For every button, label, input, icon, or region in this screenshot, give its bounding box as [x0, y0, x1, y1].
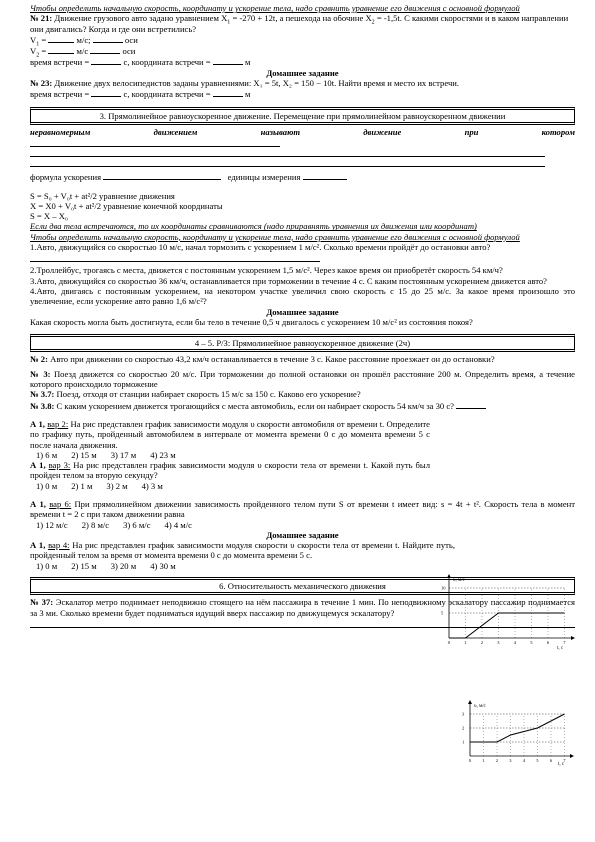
- task-n3: № 3: Поезд движется со скоростью 20 м/с. При торможении до полной остановки он прошёл расстояние 200 м. Определить время, а течение которого происходило торможение: [30, 368, 575, 390]
- answer-blank[interactable]: [303, 171, 347, 180]
- formula-displacement: S = X – X₀: [30, 211, 68, 222]
- x-tick-label: 3: [509, 758, 512, 763]
- answer-blank[interactable]: [213, 88, 243, 97]
- task-a1-v2: А 1, вар 2: На рис представлен график зависимости модуля υ скорости автомобиля от времени t. Определите по графику путь, пройденный автомобилем в интервале от момента времени 0 с до момента времени 5 с после начала движения. 1) 6 м 2) 15 м 3) 17 м 4) 23 м: [30, 418, 430, 460]
- rule-text: Чтобы определить начальную скорость, координату и ускорение тела, надо сравнить уравнение его движения с основной формулой: [30, 3, 520, 13]
- answer-options: 1) 0 м 2) 15 м 3) 20 м 4) 30 м: [36, 560, 176, 571]
- x-tick-label: 4: [522, 758, 526, 763]
- task-text: Движение грузового авто задано уравнением X: [54, 13, 228, 24]
- tick-labels: [462, 712, 566, 764]
- data-line: [449, 613, 565, 638]
- y-axis-arrow: [468, 700, 472, 704]
- x-tick-label: 0: [447, 640, 451, 645]
- y-tick-label: 2: [462, 725, 465, 731]
- task-n38: № 3.8: С каким ускорением движется трогающийся с места автомобиль, если он набирает скорость 54 км/ч за 30 с?: [30, 400, 575, 411]
- homework-heading: Домашнее задание: [266, 529, 339, 540]
- x-axis-arrow: [570, 754, 574, 758]
- task-a1-v6: А 1, вар 6: При прямолинейном движении зависимость пройденного телом пути S от времени t имеет вид: s = 4t + t². Скорость тела в момент времени t = 2 с при таком движении равна 1) 12 м/с 2) 8 м/с 3) 6 м/с 4) 4 м/с: [30, 498, 575, 530]
- y-axis-label: υ, м/с: [474, 704, 486, 709]
- grid: [470, 714, 565, 756]
- rule-text: Если два тела встречаются, то их координаты сравниваются (надо приравнять уравнения их движения или координат): [30, 221, 477, 232]
- answer-line-v1: $V_1 = м/с$; оси: [30, 34, 138, 48]
- task-number: № 23:: [30, 78, 53, 89]
- question-3: 3.Авто, движущийся со скоростью 36 км/ч, останавливается при торможении в течение 4 с. С каким постоянным ускорением движется авто?: [30, 275, 547, 286]
- task-text: = -270 + 12t, а пешехода на обочине X: [230, 13, 372, 24]
- homework-heading: Домашнее задание: [266, 306, 339, 317]
- answer-blank[interactable]: [93, 34, 123, 43]
- section-title: 3. Прямолинейное равноускоренное движение. Перемещение при прямолинейном равноускоренном движении: [99, 110, 506, 121]
- answer-blank[interactable]: [213, 56, 243, 65]
- section-banner: [30, 334, 575, 352]
- y-tick-label: 3: [462, 711, 465, 717]
- question-1: 1.Авто, движущийся со скоростью 10 м/с, начал тормозить с ускорением 1 м/с². Сколько времени пройдёт до остановки авто?: [30, 242, 491, 253]
- x-tick-label: 4: [513, 640, 517, 645]
- x-tick-label: 6: [549, 758, 553, 763]
- task-n2: № 2: Авто при движении со скоростью 43,2 км/ч останавливается в течение 3 с. Какое расстояние проезжает он до остановки?: [30, 354, 495, 365]
- section-banner: [30, 107, 575, 125]
- formula-coordinate: X = X0 + V₀t + at²/2 уравнение конечной координаты: [30, 200, 223, 211]
- x-tick-label: 1: [482, 758, 485, 763]
- x-tick-label: 1: [464, 640, 467, 645]
- task-n37-escalator: № 37: Эскалатор метро поднимает неподвижно стоящего на нём пассажира в течение 1 мин. По неподвижному эскалатору пассажир поднимается за 3 ми. Сколько времени будет подниматься идущий вверх пассажир по движущемуся эскалатору?: [30, 597, 575, 618]
- task-21: № 21: Движение грузового авто задано уравнением $X_1 = -270 + 12t$, а пешехода на обочине $X_2 = -1,5t$. С какими скоростями и в каком направлении они двигались? Когда и где они встретились?: [30, 13, 569, 34]
- answer-line[interactable]: [30, 137, 280, 147]
- answer-options: 1) 6 м 2) 15 м 3) 17 м 4) 23 м: [36, 449, 176, 460]
- velocity-time-graph-2: [460, 700, 575, 766]
- task-n37: № 3.7: Поезд, отходя от станции набирает скорость 15 м/с за 150 с. Каково его ускорение?: [30, 389, 361, 400]
- answer-line-v2: $V_2 = м/с$ оси: [30, 46, 136, 59]
- answer-line[interactable]: [30, 252, 320, 262]
- task-text: = -1,5t. С какими скоростями и в каком направлении они двигались? Когда и где они встретились?: [30, 13, 569, 34]
- answer-blank[interactable]: [456, 400, 486, 409]
- task-a1-v3: А 1, вар 3: На рис представлен график зависимости модуля υ скорости тела от времени t. Какой путь был пройден телом за вторую секунду? 1) 0 м 2) 1 м 3) 2 м 4) 3 м: [30, 460, 430, 491]
- worksheet-page: [30, 3, 575, 628]
- rule-text: Чтобы определить начальную скорость, координату и ускорение тела, надо сравнить уравнение его движения с основной формулой: [30, 231, 520, 242]
- x-tick-label: 7: [563, 640, 566, 645]
- answer-blank[interactable]: [90, 45, 120, 54]
- answer-line[interactable]: [30, 157, 545, 167]
- tick-labels: [441, 586, 566, 646]
- x-tick-label: 2: [495, 758, 499, 763]
- x-tick-label: 2: [480, 640, 484, 645]
- task-text: Движение двух велосипедистов заданы уравнениями: X₁ = 5t, X₂ = 150 − 10t. Найти время и место их встречи.: [54, 78, 460, 89]
- x-axis-label: t, c: [557, 646, 564, 650]
- homework-task: Какая скорость могла быть достигнута, если бы тело в течение 0,5 ч двигалось с ускорением 10 м/с² из состояния покоя?: [30, 316, 473, 327]
- y-tick-label: 1: [462, 739, 465, 745]
- x-tick-label: 3: [497, 640, 500, 645]
- x-tick-label: 5: [530, 640, 533, 645]
- x-tick-label: 5: [536, 758, 539, 763]
- answer-blank[interactable]: [48, 34, 74, 43]
- data-line: [470, 714, 565, 742]
- x-axis-arrow: [571, 636, 575, 640]
- homework-heading: Домашнее задание: [266, 67, 339, 78]
- answer-options: 1) 12 м/с 2) 8 м/с 3) 6 м/с 4) 4 м/с: [36, 519, 192, 530]
- answer-line[interactable]: [30, 147, 545, 157]
- question-2: 2.Троллейбус, трогаясь с места, движется с постоянным ускорением 1,5 м/с². Через какое время он приобретёт скорость 54 км/ч?: [30, 265, 503, 276]
- answer-blank[interactable]: [91, 56, 121, 65]
- task-23: [30, 78, 575, 88]
- answer-blank[interactable]: [48, 45, 74, 54]
- y-tick-label: 5: [441, 610, 444, 616]
- task-number: № 21:: [30, 13, 53, 24]
- definition-words: неравномерным движением называют движение при котором: [30, 126, 575, 137]
- answer-options: 1) 0 м 2) 1 м 3) 2 м 4) 3 м: [36, 480, 163, 491]
- answer-blank[interactable]: [103, 171, 221, 180]
- question-4: 4.Авто, двигаясь с постоянным ускорением, на некотором участке увеличил свою скорость с 15 до 25 м/с. За какое время произошло это увеличение, если ускорение авто равно 1,6 м/с²?: [30, 285, 575, 307]
- x-tick-label: 7: [563, 758, 566, 763]
- formula-motion: S = S₀ + V₀t + at²/2 уравнение движения: [30, 190, 175, 201]
- task-a1-v4: А 1, вар 4: На рис представлен график зависимости модуля скорости υ скорости тела от времени t. Найдите путь, пройденный телом за время от момента времени 0 с до момента времени 5 с. 1) 0 м 2) 15 м 3) 20 м 4) 30 м: [30, 540, 455, 571]
- section-title: 6. Относительность механического движения: [219, 581, 386, 592]
- meeting-line: время встречи = с, координата встречи = м: [30, 57, 251, 68]
- x-axis-label: t, c: [558, 762, 565, 766]
- answer-blank[interactable]: [91, 88, 121, 97]
- velocity-time-graph-1: [437, 574, 575, 650]
- section-title: 4 – 5. Р/З: Прямолинейное равноускоренное движение (2ч): [194, 338, 411, 349]
- x-tick-label: 0: [468, 758, 472, 763]
- meeting-line: время встречи = с, координата встречи = м: [30, 89, 251, 100]
- y-axis-label: υ, м/с: [453, 578, 465, 583]
- y-tick-label: 10: [441, 585, 446, 591]
- accel-formula-line: формула ускорения единицы измерения: [30, 171, 575, 182]
- x-tick-label: 6: [546, 640, 550, 645]
- y-axis-arrow: [447, 574, 451, 578]
